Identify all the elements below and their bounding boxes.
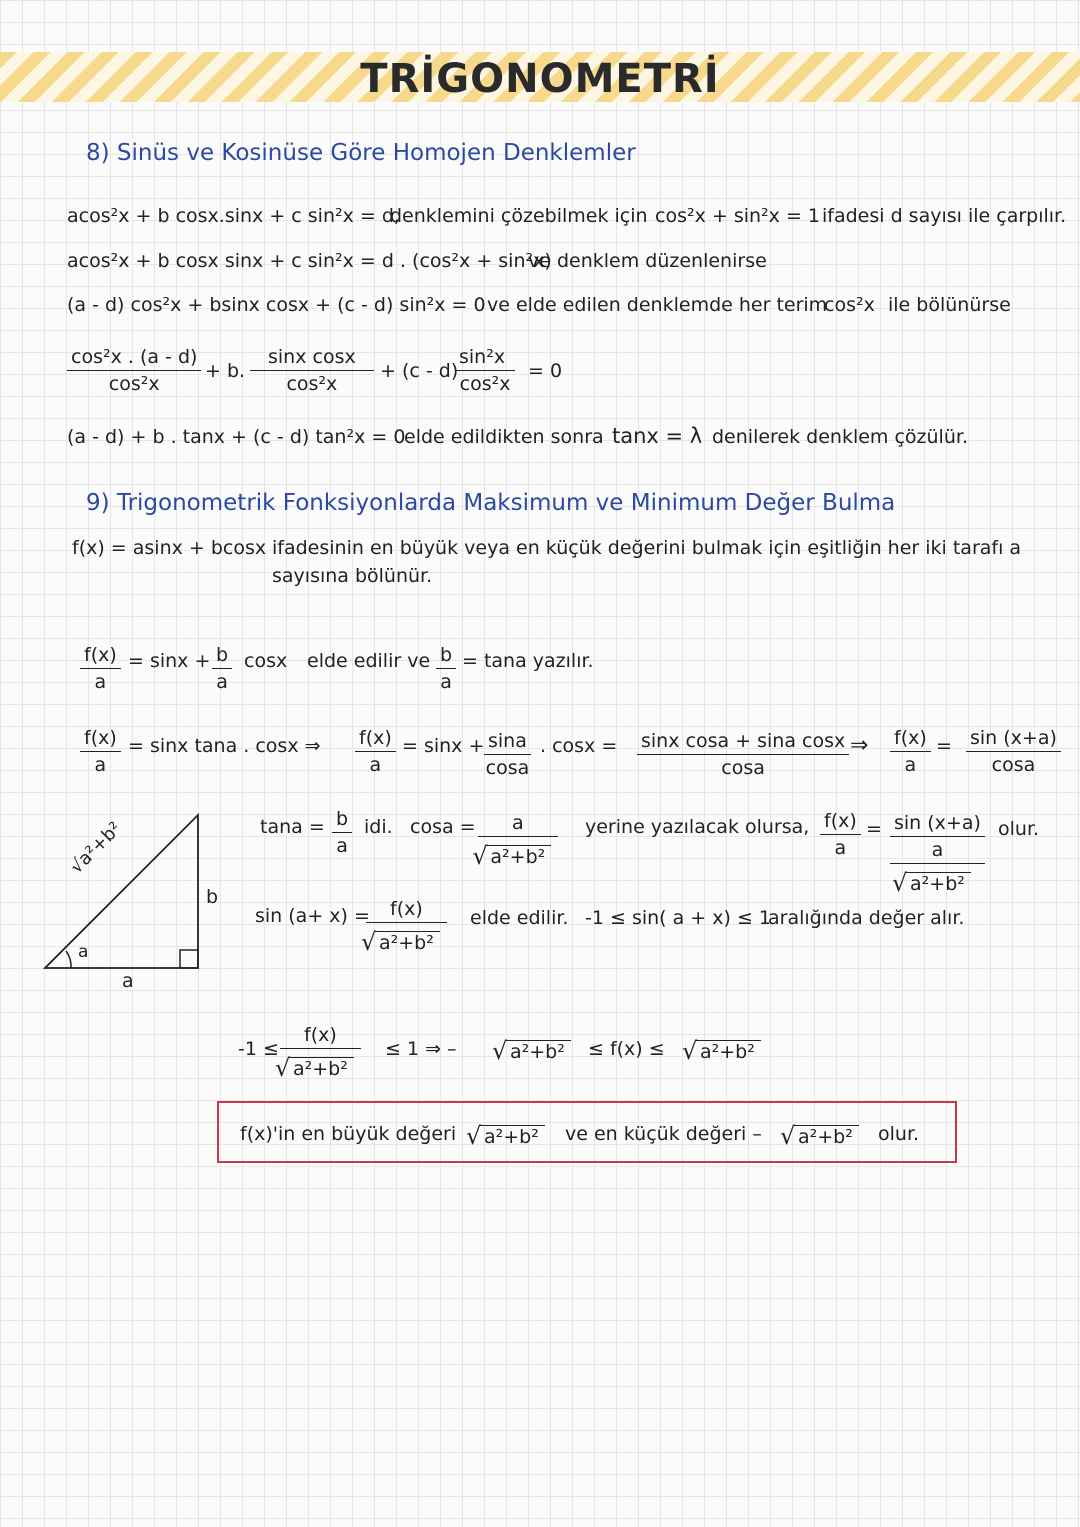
s8-line2-text: ve denklem düzenlenirse — [528, 250, 767, 272]
s8-line1-eq2: cos²x + sin²x = 1 — [655, 205, 820, 227]
s8-fraction-3 — [455, 346, 515, 395]
s9-elde-edilir: elde edilir. — [470, 907, 569, 929]
fraction-denominator — [280, 1049, 361, 1080]
s9-olur: olur. — [998, 818, 1040, 840]
s9-step2-frac-fx — [80, 727, 121, 776]
fraction-denominator — [890, 864, 985, 895]
s9-step1-text: elde edilir ve — [307, 650, 431, 672]
sqrt-expression: √ a²+b² — [289, 1057, 354, 1080]
right-angle-marker — [180, 950, 198, 968]
sqrt-expression: √ a²+b² — [506, 1040, 571, 1063]
s9-yerine-text: yerine yazılacak olursa, — [585, 816, 810, 838]
fraction-numerator: f(x) — [355, 727, 396, 752]
fraction-denominator: a — [216, 671, 228, 693]
s9-step1-cosx: cosx — [244, 650, 288, 672]
fraction-numerator: sin²x — [455, 346, 515, 371]
s9-step1-frac-ba2 — [436, 644, 456, 693]
s9-step2-equals: = — [936, 735, 952, 757]
sqrt-expression: √ a²+b² — [480, 1125, 545, 1148]
fraction-numerator: f(x) — [890, 727, 931, 752]
s9-cosa-frac — [478, 812, 558, 868]
s9-step2-cosx: . cosx = — [540, 735, 618, 757]
s9-step2-frac-fx3 — [890, 727, 931, 776]
fraction-numerator: sinx cosx — [250, 346, 374, 371]
s9-yerine-frac-fx — [820, 810, 861, 859]
s9-step2-mid: = sinx tana . cosx ⇒ — [128, 735, 321, 757]
s9-step2-mid2: = sinx + — [402, 735, 485, 757]
s9-ineq-frac — [280, 1024, 361, 1080]
fraction-denominator: cosa — [485, 757, 530, 779]
s9-sinax-frac — [366, 898, 447, 954]
fraction-numerator: cos²x . (a - d) — [67, 346, 201, 371]
triangle-side-b: b — [206, 886, 219, 908]
fraction-denominator: cos²x — [459, 373, 511, 395]
s9-step1-frac-fx — [80, 644, 121, 693]
s8-line1-text: denklemini çözebilmek için — [390, 205, 648, 227]
s9-tana-frac — [332, 808, 352, 857]
s9-cosa-eq: cosa = — [410, 816, 476, 838]
result-text2: ve en küçük değeri – — [565, 1123, 762, 1145]
s8-line5-text: elde edildikten sonra — [404, 426, 604, 448]
s8-line1-eq: acos²x + b cosx.sinx + c sin²x = d, — [67, 205, 400, 227]
fraction-numerator: b — [212, 644, 232, 669]
s9-step1-end: = tana yazılır. — [462, 650, 594, 672]
s9-range: -1 ≤ sin( a + x) ≤ 1 — [585, 907, 772, 929]
fraction-denominator: a — [369, 754, 382, 776]
s9-intro-text2: sayısına bölünür. — [272, 565, 433, 587]
s8-line3-eq2: cos²x — [824, 294, 875, 316]
s9-step1-frac-ba — [212, 644, 232, 693]
fraction-numerator: b — [436, 644, 456, 669]
s8-line5-eq2: tanx = λ — [612, 424, 703, 448]
s9-ineq-left: -1 ≤ — [238, 1038, 279, 1060]
s9-sinax-eq: sin (a+ x) = — [255, 905, 370, 927]
s8-line2-eq: acos²x + b cosx sinx + c sin²x = d . (cos²x + sin²x) — [67, 250, 552, 272]
s8-fraction-2 — [250, 346, 374, 395]
fraction-numerator: a — [478, 812, 558, 837]
fraction-denominator: a — [94, 754, 107, 776]
fraction-denominator: cos²x — [108, 373, 160, 395]
sqrt-expression: √ a²+b² — [486, 845, 551, 868]
sqrt-expression: √ a²+b² — [696, 1040, 761, 1063]
section8-heading: 8) Sinüs ve Kosinüse Göre Homojen Denklemler — [86, 140, 636, 166]
s8-line5-text2: denilerek denklem çözülür. — [712, 426, 968, 448]
fraction-numerator: f(x) — [280, 1024, 361, 1049]
s9-intro-text1: ifadesinin en büyük veya en küçük değerini bulmak için eşitliğin her iki tarafı a — [272, 537, 1022, 559]
fraction-numerator: sin (x+a) — [966, 727, 1061, 752]
s9-step2-frac-sum — [637, 730, 849, 779]
section9-heading: 9) Trigonometrik Fonksiyonlarda Maksimum ve Minimum Değer Bulma — [86, 490, 896, 516]
s9-step1-mid: = sinx + — [128, 650, 211, 672]
fraction-numerator: f(x) — [366, 898, 447, 923]
sqrt-expression: √ a²+b² — [375, 931, 440, 954]
fraction-numerator: sin (x+a) — [894, 812, 981, 834]
result-text1: f(x)'in en büyük değeri — [240, 1123, 457, 1145]
result-sqrt1 — [478, 1125, 545, 1148]
s9-aralik-text: aralığında değer alır. — [768, 907, 965, 929]
s8-line3-eq: (a - d) cos²x + bsinx cosx + (c - d) sin²x = 0 — [67, 294, 486, 316]
s8-line5-eq: (a - d) + b . tanx + (c - d) tan²x = 0 — [67, 426, 406, 448]
s8-eq-zero: = 0 — [528, 360, 563, 382]
fraction-denominator — [478, 837, 558, 868]
fraction-numerator: sina — [484, 730, 531, 755]
triangle-shape — [45, 815, 198, 968]
s9-step2-arrow: ⇒ — [850, 733, 869, 758]
sqrt-expression: √ a²+b² — [794, 1125, 859, 1148]
s8-plus-cd: + (c - d) — [380, 360, 459, 382]
fraction-denominator: a — [94, 671, 107, 693]
s9-ineq-sqrt2 — [694, 1040, 761, 1063]
sqrt-expression: √ a²+b² — [906, 872, 971, 895]
triangle-side-a: a — [122, 970, 134, 992]
triangle-angle-label: a — [78, 942, 89, 962]
angle-arc — [66, 951, 71, 968]
s9-step2-frac-sina — [484, 730, 531, 779]
fraction-denominator: cos²x — [286, 373, 338, 395]
fraction-denominator: a — [904, 754, 917, 776]
s9-intro-eq: f(x) = asinx + bcosx — [72, 537, 267, 559]
s9-step2-frac-fx2 — [355, 727, 396, 776]
s9-yerine-equals: = — [866, 818, 882, 840]
s9-tana-eq: tana = — [260, 816, 325, 838]
fraction-numerator: f(x) — [80, 727, 121, 752]
fraction-denominator — [366, 923, 447, 954]
fraction-numerator: b — [332, 808, 352, 833]
s9-yerine-frac-complex — [890, 812, 985, 895]
s9-ineq-fx: ≤ f(x) ≤ — [588, 1038, 665, 1060]
result-sqrt2 — [792, 1125, 859, 1148]
fraction-numerator: f(x) — [820, 810, 861, 835]
fraction-denominator: a — [336, 835, 348, 857]
result-text3: olur. — [878, 1123, 920, 1145]
s8-line1-text2: ifadesi d sayısı ile çarpılır. — [822, 205, 1067, 227]
s8-line3-text: ve elde edilen denklemde her terim — [487, 294, 828, 316]
fraction-numerator: sinx cosa + sina cosx — [637, 730, 849, 755]
s9-step2-frac-sinxa — [966, 727, 1061, 776]
fraction-denominator: a — [834, 837, 847, 859]
s8-fraction-1 — [67, 346, 201, 395]
fraction-denominator: cosa — [991, 754, 1036, 776]
inner-fraction — [890, 836, 985, 864]
s9-ineq-mid: ≤ 1 ⇒ – — [385, 1038, 457, 1060]
s9-idi: idi. — [364, 816, 393, 838]
inner-numerator: a — [931, 839, 944, 861]
triangle-hypotenuse-label: √a²+b² — [66, 818, 126, 878]
fraction-denominator: a — [440, 671, 452, 693]
s9-ineq-sqrt1 — [504, 1040, 571, 1063]
s8-line3-text2: ile bölünürse — [888, 294, 1011, 316]
s8-plus-b: + b. — [205, 360, 246, 382]
fraction-numerator: f(x) — [80, 644, 121, 669]
page-title: TRİGONOMETRİ — [360, 56, 720, 102]
fraction-denominator: cosa — [721, 757, 765, 779]
